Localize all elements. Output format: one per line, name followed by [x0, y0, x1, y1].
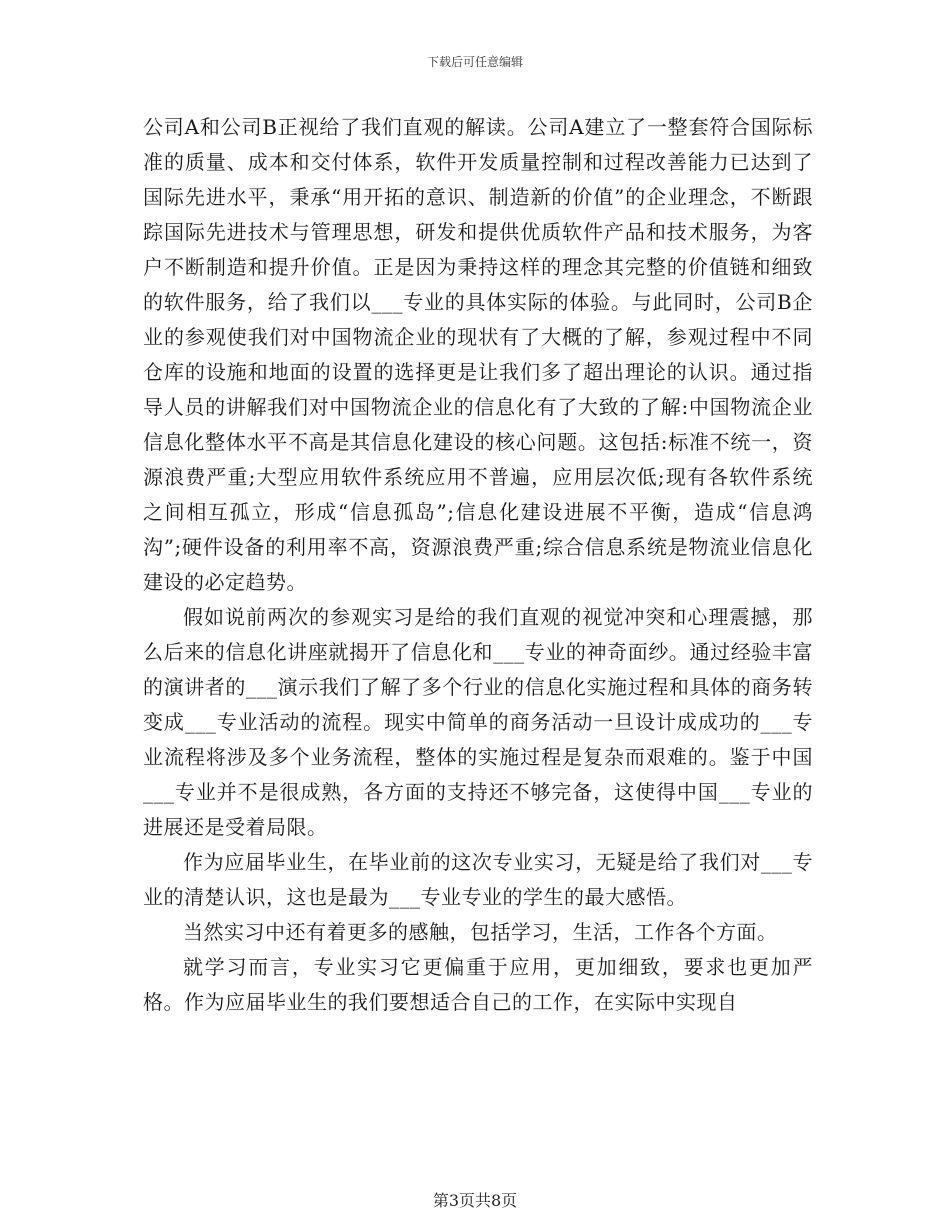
- paragraph-learning: 就学习而言，专业实习它更偏重于应用，更加细致，要求也更加严格。作为应届毕业生的我们要想适合自己的工作，在实际中实现自: [143, 955, 813, 1014]
- paragraph-more-feelings: 当然实习中还有着更多的感触，包括学习，生活，工作各个方面。: [183, 920, 778, 944]
- paragraph-graduate-reflection: 作为应届毕业生，在毕业前的这次专业实习，无疑是给了我们对___专业的清楚认识，这也是最为___专业专业的学生的最大感悟。: [143, 850, 813, 909]
- document-body: [143, 110, 813, 1020]
- paragraph-company-visit: 公司A和公司B正视给了我们直观的解读。公司A建立了一整套符合国际标准的质量、成本和交付体系，软件开发质量控制和过程改善能力已达到了国际先进水平，秉承“用开拓的意识、制造新的价值”的企业理念，不断跟踪国际先进技术与管理思想，研发和提供优质软件产品和技术服务，为客户不断制造和提升价值。正是因为秉持这样的理念其完整的价值链和细致的软件服务，给了我们以___专业的具体实际的体验。与此同时，公司B企业的参观使我们对中国物流企业的现状有了大概的了解，参观过程中不同仓库的设施和地面的设置的选择更是让我们多了超出理论的认识。通过指导人员的讲解我们对中国物流企业的信息化有了大致的了解:中国物流企业信息化整体水平不高是其信息化建设的核心问题。这包括:标准不统一，资源浪费严重;大型应用软件系统应用不普遍，应用层次低;现有各软件系统之间相互孤立，形成“信息孤岛”;信息化建设进展不平衡，造成“信息鸿沟”;硬件设备的利用率不高，资源浪费严重;综合信息系统是物流业信息化建设的必定趋势。: [143, 115, 813, 594]
- page-number: 第3页共8页: [432, 1191, 518, 1210]
- page-header-note: 下载后可任意编辑: [426, 55, 523, 69]
- paragraph-informatization-lecture: 假如说前两次的参观实习是给的我们直观的视觉冲突和心理震撼，那么后来的信息化讲座就揭开了信息化和___专业的神奇面纱。通过经验丰富的演讲者的___演示我们了解了多个行业的信息化实施过程和具体的商务转变成___专业活动的流程。现实中简单的商务活动一旦设计成成功的___专业流程将涉及多个业务流程，整体的实施过程是复杂而艰难的。鉴于中国___专业并不是很成熟，各方面的支持还不够完备，这使得中国___专业的进展还是受着局限。: [143, 605, 813, 839]
